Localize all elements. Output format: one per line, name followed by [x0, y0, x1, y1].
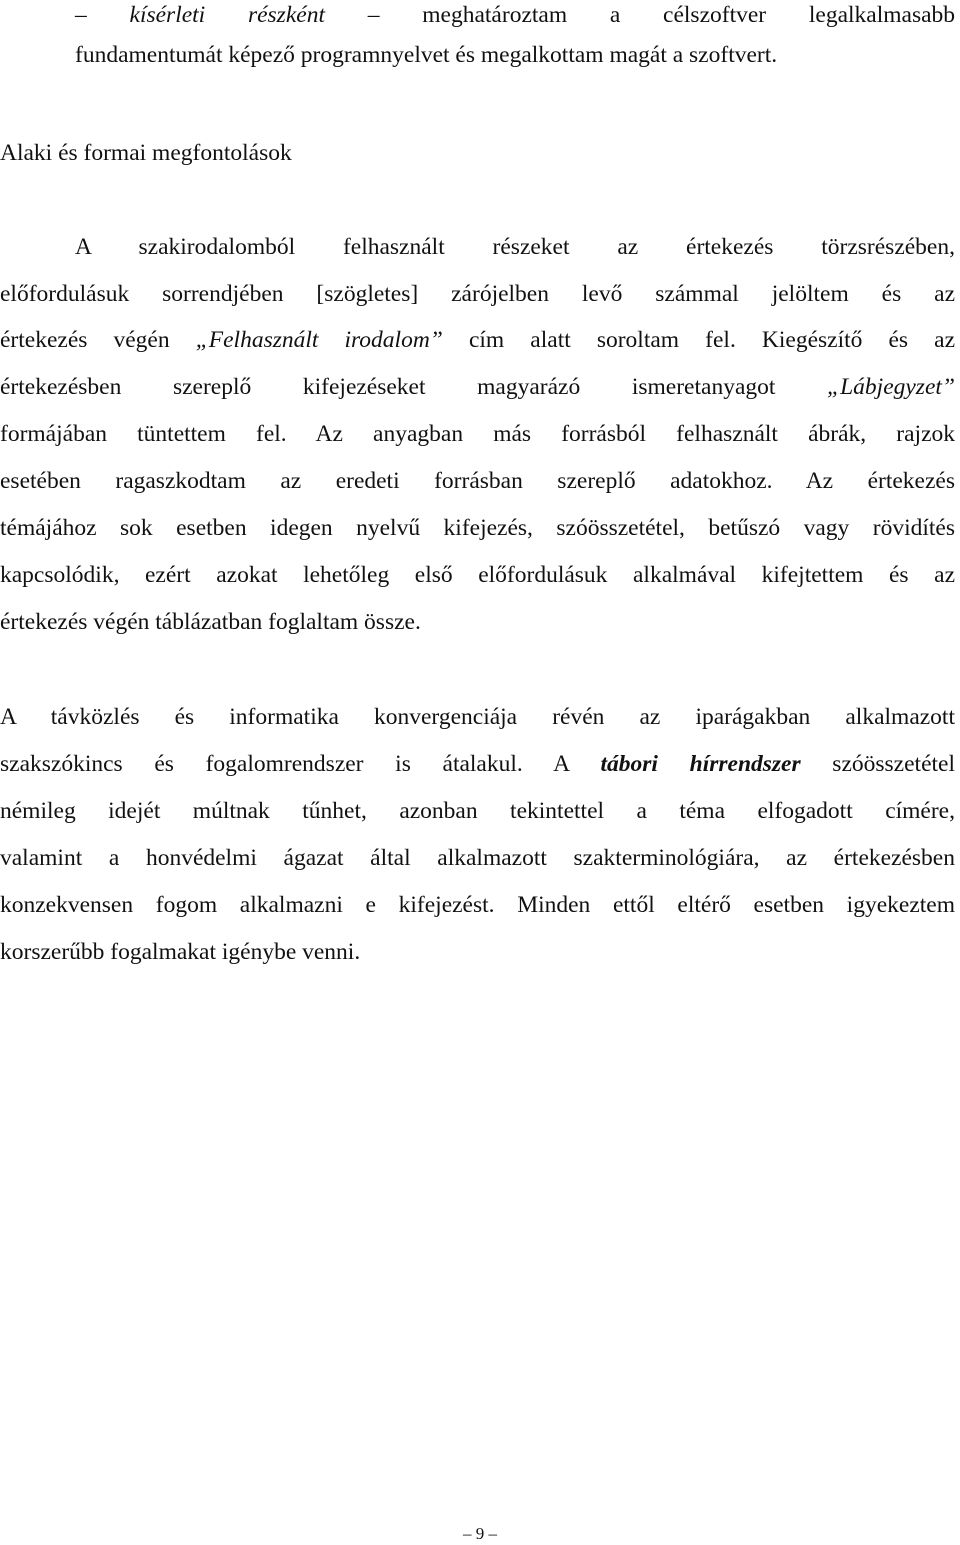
- para1-line-4: [0, 372, 955, 402]
- para1-line-6: esetében ragaszkodtam az eredeti forrásban szereplő adatokhoz. Az értekezés: [0, 468, 955, 494]
- para1-line-8: kapcsolódik, ezért azokat lehetőleg első előfordulásuk alkalmával kifejtettem és az: [0, 562, 955, 588]
- para2-line-6: korszerűbb fogalmakat igénybe venni.: [0, 939, 361, 965]
- bullet-emphasis: kísérleti részként: [129, 2, 325, 28]
- para1-l4-a: értekezésben szereplő kifejezéseket magyarázó ismeretanyagot: [0, 374, 828, 400]
- para2-line-5: konzekvensen fogom alkalmazni e kifejezést. Minden ettől eltérő esetben igyekeztem: [0, 892, 955, 918]
- para1-line-7: témájához sok esetben idegen nyelvű kifejezés, szóösszetétel, betűszó vagy rövidítés: [0, 515, 955, 541]
- para1-line-3: [0, 325, 955, 355]
- bullet-dash: –: [75, 2, 87, 28]
- bullet-line-1: [75, 0, 955, 30]
- para1-l3-a: értekezés végén: [0, 327, 196, 353]
- bullet-line-2: fundamentumát képező programnyelvet és megalkottam magát a szoftvert.: [75, 42, 778, 68]
- bullet-text: meghatároztam a célszoftver legalkalmasabb: [422, 2, 956, 28]
- para2-l2-b: szóösszetétel: [800, 751, 955, 777]
- para2-line-4: valamint a honvédelmi ágazat által alkalmazott szakterminológiára, az értekezésben: [0, 845, 955, 871]
- para1-line-1: A szakirodalomból felhasznált részeket az értekezés törzsrészében,: [75, 234, 955, 260]
- page-number: – 9 –: [463, 1524, 497, 1543]
- referenced-title-bibliography: „Felhasznált irodalom”: [195, 327, 443, 353]
- emphasized-term: tábori hírrendszer: [600, 751, 801, 777]
- para2-line-1: A távközlés és informatika konvergenciája révén az iparágakban alkalmazott: [0, 704, 955, 730]
- section-heading: Alaki és formai megfontolások: [0, 140, 292, 166]
- para2-l2-a: szakszókincs és fogalomrendszer is átalakul. A: [0, 751, 601, 777]
- para1-line-9: értekezés végén táblázatban foglaltam össze.: [0, 609, 421, 635]
- para1-line-2: előfordulásuk sorrendjében [szögletes] zárójelben levő számmal jelöltem és az: [0, 281, 955, 307]
- referenced-title-footnote: „Lábjegyzet”: [827, 374, 955, 400]
- para2-line-3: némileg idejét múltnak tűnhet, azonban tekintettel a téma elfogadott címére,: [0, 798, 955, 824]
- para1-l3-b: cím alatt soroltam fel. Kiegészítő és az: [442, 327, 955, 353]
- bullet-dash-2: –: [367, 2, 380, 28]
- para1-line-5: formájában tüntettem fel. Az anyagban más forrásból felhasznált ábrák, rajzok: [0, 421, 955, 447]
- para2-line-2: [0, 749, 955, 779]
